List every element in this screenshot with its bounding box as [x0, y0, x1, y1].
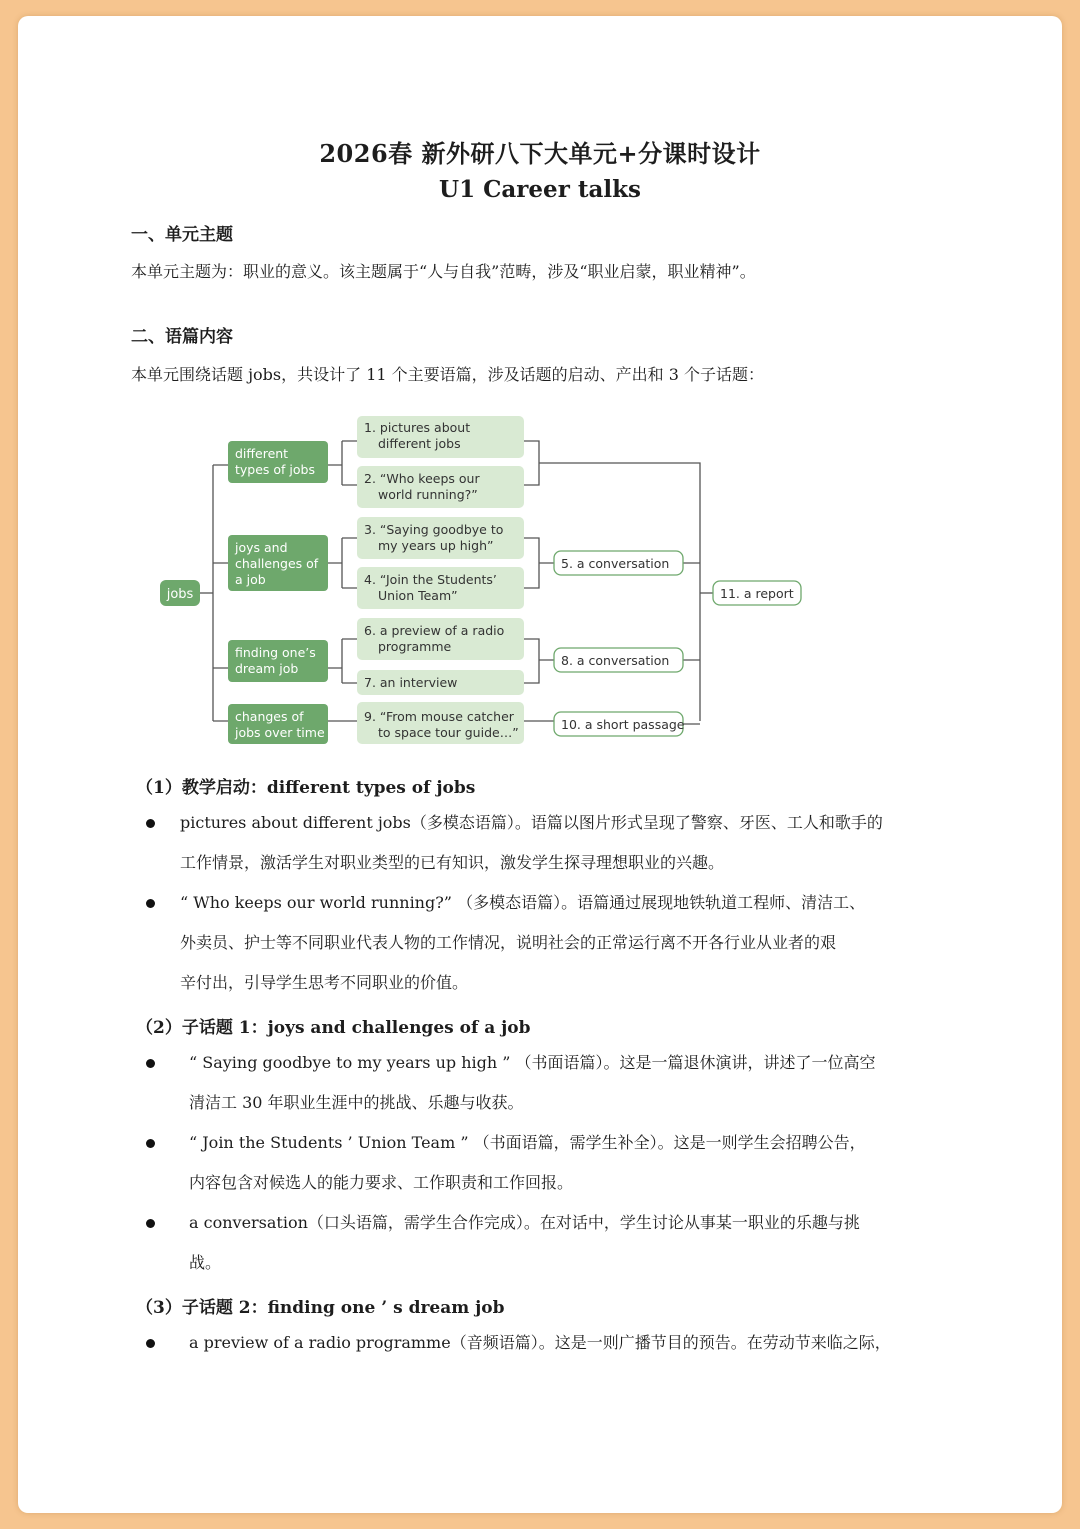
output-label: 10. a short passage — [561, 717, 685, 732]
root-label: jobs — [166, 587, 194, 602]
part3-bullet1-line1: a preview of a radio programme（音频语篇）。这是一则广播节目的预告。在劳动节来临之际， — [189, 1333, 891, 1352]
topic-label: different types of jobs — [235, 446, 315, 477]
text-label: 7. an interview — [364, 675, 458, 690]
bullet-icon — [146, 899, 155, 908]
part1-bullet1-line2: 工作情景，激活学生对职业类型的已有知识，激发学生探寻理想职业的兴趣。 — [180, 853, 725, 872]
part2-heading: （2）子话题 1：joys and challenges of a job — [136, 1018, 531, 1038]
part1-bullet2-line3: 辛付出，引导学生思考不同职业的价值。 — [180, 973, 469, 992]
section1-text: 本单元主题为：职业的意义。该主题属于“人与自我”范畴，涉及“职业启蒙，职业精神”。 — [131, 262, 756, 281]
output-label: 5. a conversation — [561, 556, 670, 571]
part1-bullet2-line1: “ Who keeps our world running?” （多模态语篇）。语篇通过展现地铁轨道工程师、清洁工、 — [180, 893, 866, 912]
part2-bullet1-line2: 清洁工 30 年职业生涯中的挑战、乐趣与收获。 — [189, 1093, 524, 1112]
part2-bullet2-line1: “ Join the Students ’ Union Team ” （书面语篇，需学生补全）。这是一则学生会招聘公告， — [189, 1133, 866, 1152]
text-label: 1. pictures about different jobs — [364, 420, 471, 451]
text-label: 6. a preview of a radio programme — [364, 623, 505, 654]
topic-label: finding one’s dream job — [235, 645, 316, 676]
part2-bullet2-line2: 内容包含对候选人的能力要求、工作职责和工作回报。 — [189, 1173, 574, 1192]
part2-bullet3-line2: 战。 — [189, 1253, 222, 1272]
topic-label: changes of jobs over time — [235, 709, 325, 740]
text-label: 2. “Who keeps our world running?” — [364, 471, 480, 502]
part1-heading: （1）教学启动：different types of jobs — [136, 778, 476, 798]
part3-heading: （3）子话题 2：finding one ’ s dream job — [136, 1298, 505, 1318]
section1-heading: 一、单元主题 — [131, 225, 233, 245]
document-title: 2026春 新外研八下大单元+分课时设计 — [319, 139, 761, 168]
bullet-icon — [146, 819, 155, 828]
unit-structure-diagram — [150, 408, 810, 753]
part2-bullet3-line1: a conversation（口头语篇，需学生合作完成）。在对话中，学生讨论从事某一职业的乐趣与挑 — [189, 1213, 860, 1232]
output-label: 8. a conversation — [561, 653, 670, 668]
section2-text: 本单元围绕话题 jobs，共设计了 11 个主要语篇，涉及话题的启动、产出和 3 个子话题： — [131, 365, 765, 384]
bullet-icon — [146, 1059, 155, 1068]
section2-heading: 二、语篇内容 — [131, 327, 233, 347]
part2-bullet1-line1: “ Saying goodbye to my years up high ” （书面语篇）。这是一篇退休演讲，讲述了一位高空 — [189, 1053, 876, 1072]
text-label: 4. “Join the Students’ Union Team” — [364, 572, 497, 603]
bullet-icon — [146, 1139, 155, 1148]
final-output-label: 11. a report — [720, 586, 794, 601]
bullet-icon — [146, 1219, 155, 1228]
part1-bullet2-line2: 外卖员、护士等不同职业代表人物的工作情况，说明社会的正常运行离不开各行业从业者的艰 — [180, 933, 837, 952]
document-subtitle: U1 Career talks — [439, 176, 641, 203]
bullet-icon — [146, 1339, 155, 1348]
text-label: 9. “From mouse catcher to space tour guide…” — [364, 709, 519, 740]
part1-bullet1-line1: pictures about different jobs（多模态语篇）。语篇以图片形式呈现了警察、牙医、工人和歌手的 — [180, 813, 883, 832]
text-label: 3. “Saying goodbye to my years up high” — [364, 522, 504, 553]
topic-label: joys and challenges of a job — [235, 540, 319, 587]
